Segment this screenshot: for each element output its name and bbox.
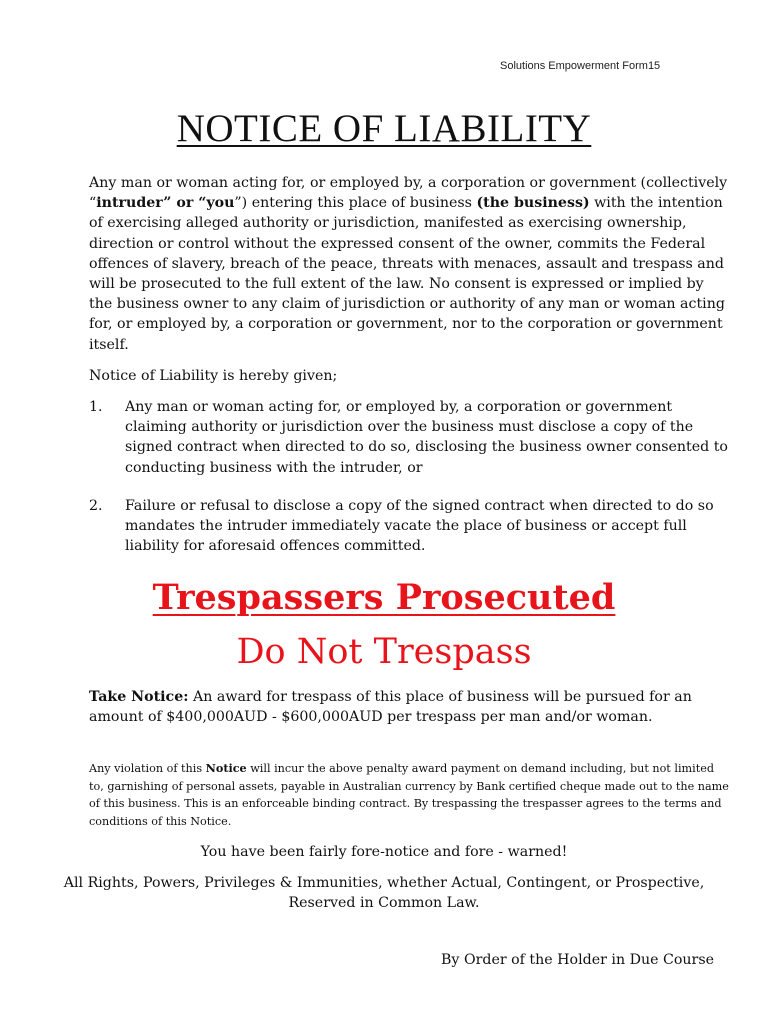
violation-bold-notice: Notice [205,761,247,775]
intro-bold-intruder: intruder” or “you [96,195,235,212]
violation-text-2: will incur the above penalty award payment on demand including, but not limited to, garnishing of personal assets, payable in Australian currency by Bank certified cheque made out to the name of this business. This is an enforceable binding contract. By trespassing the trespasser agrees to the terms and conditions of this Notice. [89,762,729,828]
intro-text-3: with the intention of exercising alleged authority or jurisdiction, manifested as exercising ownership, direction or control without the expressed consent of the owner, commits the Federal offences of slavery, breach of the peace, threats with menaces, assault and trespass and will be prosecuted to the full extent of the law. No consent is expressed or implied by the business owner to any claim of jurisdiction or authority of any man or woman acting for, or employed by, a corporation or government, nor to the corporation or government itself. [89,195,725,353]
fore-notice-text: You have been fairly fore-notice and fore - warned! [200,844,568,860]
trespassers-heading: Trespassers Prosecuted [152,577,616,618]
notice-given-text: Notice of Liability is hereby given; [89,368,338,384]
intro-paragraph [89,173,729,355]
intro-bold-business: (the business) [476,195,590,212]
list-item-text: Failure or refusal to disclose a copy of the signed contract when directed to do so mandates the intruder immediately vacate the place of business or accept full liability for aforesaid offences committed. [125,498,714,555]
do-not-trespass-heading: Do Not Trespass [236,632,532,672]
intro-text-1: Any man or woman acting for, or employed by, a corporation or government (collectively “ [89,175,728,212]
violation-text-1: Any violation of this [89,762,206,775]
take-notice-text: An award for trespass of this place of business will be pursued for an amount of $400,000AUD - $600,000AUD per trespass per man and/or woman. [89,689,692,726]
list-item-number: 1. [89,399,103,415]
page-title: NOTICE OF LIABILITY [176,107,592,150]
take-notice-paragraph [89,687,729,727]
list-item-text: Any man or woman acting for, or employed by, a corporation or government claiming authority or jurisdiction over the business must disclose a copy of the signed contract when directed to do so, disclosing the business owner consented to conducting business with the intruder, or [125,399,728,476]
list-item-number: 2. [89,498,103,514]
rights-reserved-text: All Rights, Powers, Privileges & Immunities, whether Actual, Contingent, or Prospective, Reserved in Common Law. [63,875,705,912]
signature-line: By Order of the Holder in Due Course [441,952,714,968]
violation-paragraph [89,760,729,830]
take-notice-label: Take Notice: [89,689,189,705]
form-identifier: Solutions Empowerment Form15 [500,60,661,72]
intro-text-2: ”) entering this place of business [234,195,477,212]
